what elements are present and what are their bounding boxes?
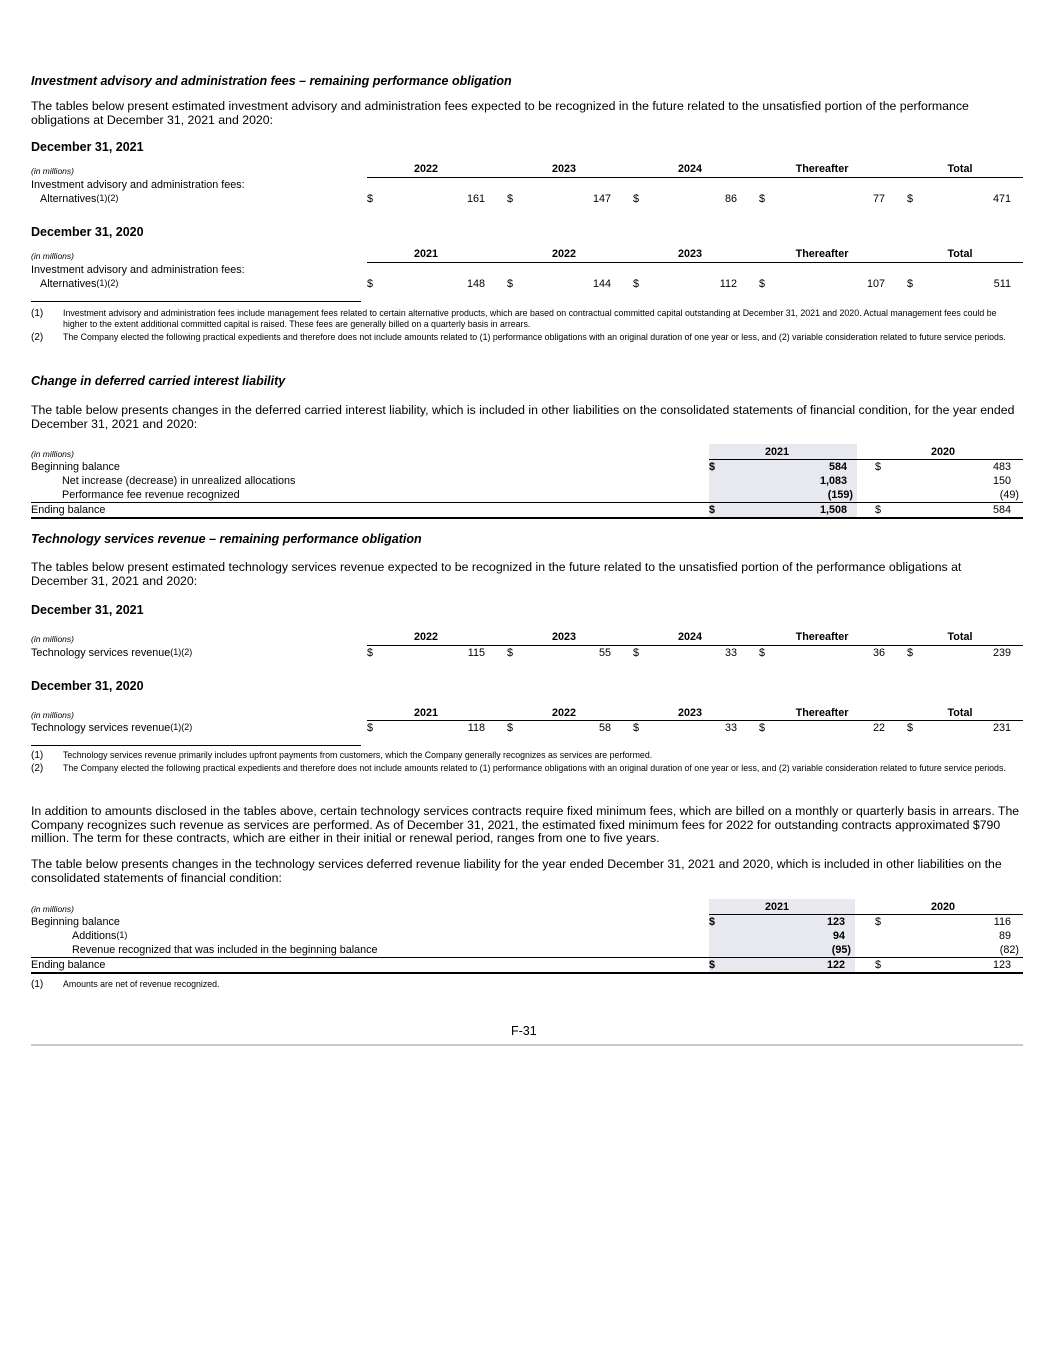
currency-symbol: $: [507, 647, 514, 659]
currency-symbol: $: [507, 722, 514, 734]
col-header: 2024: [677, 631, 703, 643]
units-label: (in millions): [31, 904, 74, 914]
currency-symbol: $: [709, 916, 716, 928]
header-rule: [709, 914, 1023, 915]
col-header: 2023: [677, 707, 703, 719]
value-cell: (159): [827, 489, 853, 501]
units-label: (in millions): [31, 251, 74, 261]
footnote-text: Technology services revenue primarily includes upfront payments from customers, which the Company generally recognizes as services are performed.: [63, 750, 653, 760]
header-rule: [367, 720, 1023, 721]
value-cell: 77: [872, 193, 885, 205]
table-heading-2021: December 31, 2021: [31, 140, 144, 154]
col-header: Thereafter: [795, 248, 849, 260]
col-header: 2022: [413, 631, 439, 643]
col-header: Total: [947, 248, 973, 260]
footnote-rule: [31, 301, 361, 302]
value-cell: 55: [598, 647, 611, 659]
value-cell: 94: [832, 930, 845, 942]
value-cell: (82): [999, 944, 1019, 956]
footnote-number: (1): [31, 750, 44, 761]
currency-symbol: $: [633, 193, 640, 205]
intro-technology-services: The tables below present estimated technology services revenue expected to be recognized in the future related to the unsatisfied portion of the performance obligations at December 31, 2021 and 2020:: [31, 560, 962, 588]
col-header: 2022: [551, 248, 577, 260]
currency-symbol: $: [507, 193, 514, 205]
value-cell: 150: [992, 475, 1011, 487]
row-label: Performance fee revenue recognized: [62, 489, 240, 501]
header-rule: [367, 262, 1023, 263]
currency-symbol: $: [759, 647, 766, 659]
footnote-number: (2): [31, 332, 44, 343]
footnote-text: Investment advisory and administration fees include management fees related to certain alternative products, which are based on contractual committed capital outstanding at December 31, 2021 and 2020. Actual management fees could be higher to the extent additional committed capital is raised. These fees are generally billed on a quarterly basis in arrears.: [63, 308, 997, 329]
header-rule: [367, 645, 1023, 646]
value-cell: 122: [826, 959, 845, 971]
page-bottom-rule: [31, 1044, 1023, 1046]
value-cell: 33: [724, 647, 737, 659]
value-cell: 161: [466, 193, 485, 205]
col-header: 2020: [930, 446, 956, 458]
currency-symbol: $: [759, 278, 766, 290]
row-group-label: Investment advisory and administration fees:: [31, 264, 245, 276]
row-label: Beginning balance: [31, 916, 120, 928]
currency-symbol: $: [875, 504, 882, 516]
col-header: Thereafter: [795, 631, 849, 643]
col-header: 2023: [677, 248, 703, 260]
col-header: 2021: [413, 707, 439, 719]
value-cell: 118: [467, 722, 485, 734]
total-rule: [31, 957, 1023, 958]
col-header: Total: [947, 631, 973, 643]
double-rule: [31, 517, 1023, 519]
intro-carried-interest: The table below presents changes in the deferred carried interest liability, which is included in other liabilities on the consolidated statements of financial condition, for the year ended December 31, 2021 and 2020:: [31, 403, 1015, 431]
paragraph-deferred-revenue: The table below presents changes in the technology services deferred revenue liability for the year ended December 31, 2021 and 2020, which is included in other liabilities on the consolidated statements of financial condition:: [31, 857, 1002, 885]
currency-symbol: $: [907, 647, 914, 659]
col-header: Total: [947, 707, 973, 719]
value-cell: 123: [826, 916, 845, 928]
currency-symbol: $: [633, 278, 640, 290]
row-label: Additions(1): [72, 930, 128, 942]
value-cell: 1,508: [819, 504, 847, 516]
currency-symbol: $: [907, 278, 914, 290]
row-label: Beginning balance: [31, 461, 120, 473]
row-label: Technology services revenue(1)(2): [31, 647, 193, 659]
value-cell: 231: [992, 722, 1011, 734]
currency-symbol: $: [907, 193, 914, 205]
units-label: (in millions): [31, 449, 74, 459]
double-rule: [31, 972, 1023, 974]
footnote-number: (1): [31, 979, 44, 990]
currency-symbol: $: [633, 722, 640, 734]
currency-symbol: $: [875, 916, 882, 928]
row-label: Net increase (decrease) in unrealized allocations: [62, 475, 296, 487]
currency-symbol: $: [759, 722, 766, 734]
units-label: (in millions): [31, 166, 74, 176]
col-header: Thereafter: [795, 163, 849, 175]
row-label: Technology services revenue(1)(2): [31, 722, 193, 734]
currency-symbol: $: [507, 278, 514, 290]
row-label: Ending balance: [31, 504, 106, 516]
value-cell: 22: [872, 722, 885, 734]
table-heading-2021: December 31, 2021: [31, 603, 144, 617]
currency-symbol: $: [367, 278, 374, 290]
col-header: 2023: [551, 631, 577, 643]
intro-investment-fees: The tables below present estimated investment advisory and administration fees expected to be recognized in the future related to the unsatisfied portion of the performance obligations at December 31, 2021 and 2020:: [31, 99, 969, 127]
footnote-number: (1): [31, 308, 44, 319]
row-label: Revenue recognized that was included in the beginning balance: [72, 944, 378, 956]
col-header: 2021: [764, 901, 790, 913]
currency-symbol: $: [367, 647, 374, 659]
row-label: Alternatives(1)(2): [40, 278, 119, 290]
footnote-text: Amounts are net of revenue recognized.: [63, 979, 220, 989]
currency-symbol: $: [633, 647, 640, 659]
footnote-text: The Company elected the following practical expedients and therefore does not include amounts related to (1) performance obligations with an original duration of one year or less, and (2) variable consideration related to future service periods.: [63, 332, 1006, 342]
value-cell: 33: [724, 722, 737, 734]
row-group-label: Investment advisory and administration fees:: [31, 179, 245, 191]
units-label: (in millions): [31, 634, 74, 644]
paragraph-fixed-minimum-fees: In addition to amounts disclosed in the tables above, certain technology services contracts require fixed minimum fees, which are billed on a monthly or quarterly basis in arrears. The Company recognizes such revenue as services are performed. As of December 31, 2021, the estimated fixed minimum fees for 2022 for outstanding contracts approximated $790 million. The term for these contracts, which are either in their initial or renewal period, ranges from one to five years.: [31, 804, 1020, 845]
value-cell: 239: [992, 647, 1011, 659]
value-cell: 511: [993, 278, 1011, 290]
section-title-investment-fees: Investment advisory and administration fees – remaining performance obligation: [31, 74, 512, 88]
value-cell: 89: [998, 930, 1011, 942]
value-cell: 148: [466, 278, 485, 290]
col-header: 2023: [551, 163, 577, 175]
value-cell: 58: [598, 722, 611, 734]
value-cell: 1,083: [819, 475, 847, 487]
currency-symbol: $: [709, 504, 716, 516]
footnote-rule: [31, 745, 361, 746]
header-rule: [709, 459, 1023, 460]
section-title-carried-interest: Change in deferred carried interest liability: [31, 374, 286, 388]
page-number: F-31: [511, 1024, 537, 1038]
currency-symbol: $: [875, 959, 882, 971]
currency-symbol: $: [367, 193, 374, 205]
currency-symbol: $: [875, 461, 882, 473]
currency-symbol: $: [759, 193, 766, 205]
value-cell: 144: [592, 278, 611, 290]
footnote-number: (2): [31, 763, 44, 774]
col-header: Thereafter: [795, 707, 849, 719]
value-cell: 584: [828, 461, 847, 473]
value-cell: 112: [719, 278, 737, 290]
col-header: 2024: [677, 163, 703, 175]
col-header: 2021: [413, 248, 439, 260]
value-cell: 123: [992, 959, 1011, 971]
value-cell: 584: [992, 504, 1011, 516]
row-label: Alternatives(1)(2): [40, 193, 119, 205]
value-cell: 483: [992, 461, 1011, 473]
value-cell: 36: [872, 647, 885, 659]
col-header: 2021: [764, 446, 790, 458]
col-header: 2020: [930, 901, 956, 913]
value-cell: (49): [999, 489, 1019, 501]
footnote-text: The Company elected the following practical expedients and therefore does not include amounts related to (1) performance obligations with an original duration of one year or less, and (2) variable consideration related to future service periods.: [63, 763, 1006, 773]
col-header: Total: [947, 163, 973, 175]
header-rule: [367, 177, 1023, 178]
section-title-technology-services: Technology services revenue – remaining performance obligation: [31, 532, 422, 546]
col-header: 2022: [551, 707, 577, 719]
currency-symbol: $: [367, 722, 374, 734]
table-heading-2020: December 31, 2020: [31, 225, 144, 239]
currency-symbol: $: [709, 959, 716, 971]
currency-symbol: $: [907, 722, 914, 734]
value-cell: 147: [592, 193, 611, 205]
total-rule: [31, 502, 1023, 503]
value-cell: 86: [724, 193, 737, 205]
currency-symbol: $: [709, 461, 716, 473]
value-cell: 115: [467, 647, 485, 659]
value-cell: 116: [993, 916, 1011, 928]
value-cell: 107: [866, 278, 885, 290]
row-label: Ending balance: [31, 959, 106, 971]
value-cell: 471: [992, 193, 1011, 205]
table-heading-2020: December 31, 2020: [31, 679, 144, 693]
units-label: (in millions): [31, 710, 74, 720]
col-header: 2022: [413, 163, 439, 175]
value-cell: (95): [831, 944, 851, 956]
